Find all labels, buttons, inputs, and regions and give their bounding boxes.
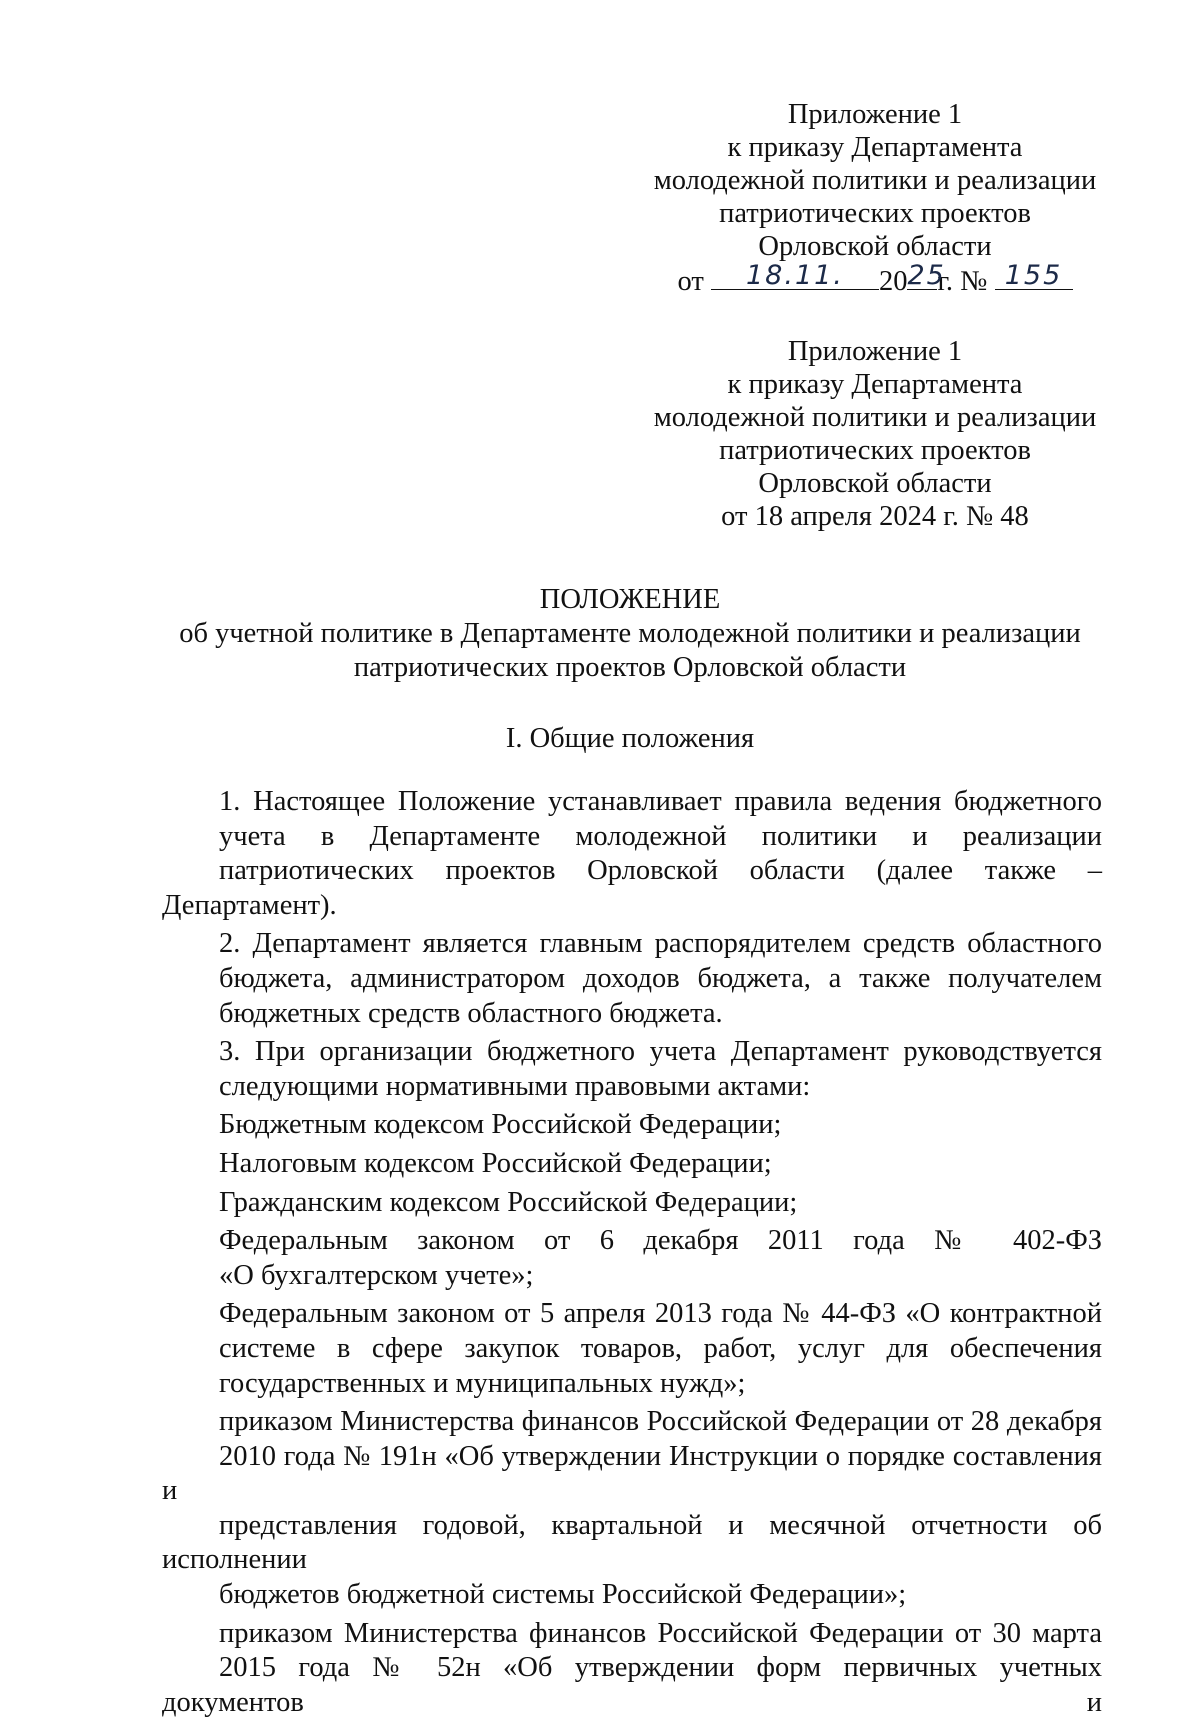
document-body: [162, 785, 1102, 1720]
list-item: Налоговым кодексом Российской Федерации;: [219, 1147, 772, 1179]
date-prefix: от: [677, 266, 704, 297]
paragraph-2: 2. Департамент является главным распорядителем средств областного бюджета, администратором доходов бюджета, а также получателем бюджетных средств областного бюджета.: [219, 928, 1102, 1029]
section-title: I. Общие положения: [505, 723, 755, 754]
appendix-label: Приложение 1: [787, 336, 963, 367]
appendix-department-cont: патриотических проектов: [719, 198, 1031, 229]
handwritten-number: 155: [1004, 260, 1063, 291]
list-item: Бюджетным кодексом Российской Федерации;: [219, 1109, 782, 1141]
handwritten-year: 25: [907, 260, 946, 291]
title-line-1: об учетной политике в Департаменте молодежной политики и реализации: [179, 618, 1081, 649]
document-title: [160, 583, 1100, 685]
appendix-date-line: [645, 260, 1105, 298]
appendix-department: молодежной политики и реализации: [653, 165, 1097, 196]
year-suffix: г. №: [937, 266, 988, 297]
list-item: приказом Министерства финансов Российской Федерации от 30 марта 2015 года № 52н «Об утверждении форм первичных учетных документов и: [162, 1617, 1102, 1718]
year-blank: [907, 260, 946, 291]
handwritten-date: 18.11.: [746, 260, 844, 291]
appendix-order-ref: к приказу Департамента: [727, 132, 1023, 163]
appendix-department-cont: патриотических проектов: [719, 435, 1031, 466]
number-blank: [995, 260, 1073, 291]
list-item: Федеральным законом от 6 декабря 2011 года № 402-ФЗ «О бухгалтерском учете»;: [219, 1225, 1102, 1291]
appendix-label: Приложение 1: [787, 99, 963, 130]
title-line-2: патриотических проектов Орловской области: [353, 652, 907, 683]
appendix-region: Орловской области: [758, 468, 992, 499]
title-heading: ПОЛОЖЕНИЕ: [539, 584, 721, 615]
appendix-header-current: [645, 98, 1105, 298]
paragraph-3: 3. При организации бюджетного учета Департамент руководствуется следующими нормативными правовыми актами:: [219, 1036, 1102, 1102]
list-item: Федеральным законом от 5 апреля 2013 года № 44-ФЗ «О контрактной системе в сфере закупок товаров, работ, услуг для обеспечения государственных и муниципальных нужд»;: [219, 1298, 1102, 1399]
appendix-order-ref: к приказу Департамента: [727, 369, 1023, 400]
paragraph-1: 1. Настоящее Положение устанавливает правила ведения бюджетного учета в Департаменте молодежной политики и реализации патриотических проектов Орловской области (далее также – Департамент).: [162, 786, 1102, 921]
appendix-date: от 18 апреля 2024 г. № 48: [721, 501, 1029, 532]
year-prefix: 20: [878, 266, 908, 297]
list-item: Гражданским кодексом Российской Федерации;: [219, 1186, 798, 1218]
date-blank: [711, 260, 879, 291]
appendix-department: молодежной политики и реализации: [653, 402, 1097, 433]
appendix-header-previous: [645, 335, 1105, 533]
appendix-region: Орловской области: [758, 231, 992, 262]
list-item: приказом Министерства финансов Российской Федерации от 28 декабря 2010 года № 191н «Об утверждении Инструкции о порядке составления и представления годовой, квартальной и месячной отчетности об исполнении бюджетов бюджетной системы Российской Федерации»;: [162, 1406, 1102, 1611]
